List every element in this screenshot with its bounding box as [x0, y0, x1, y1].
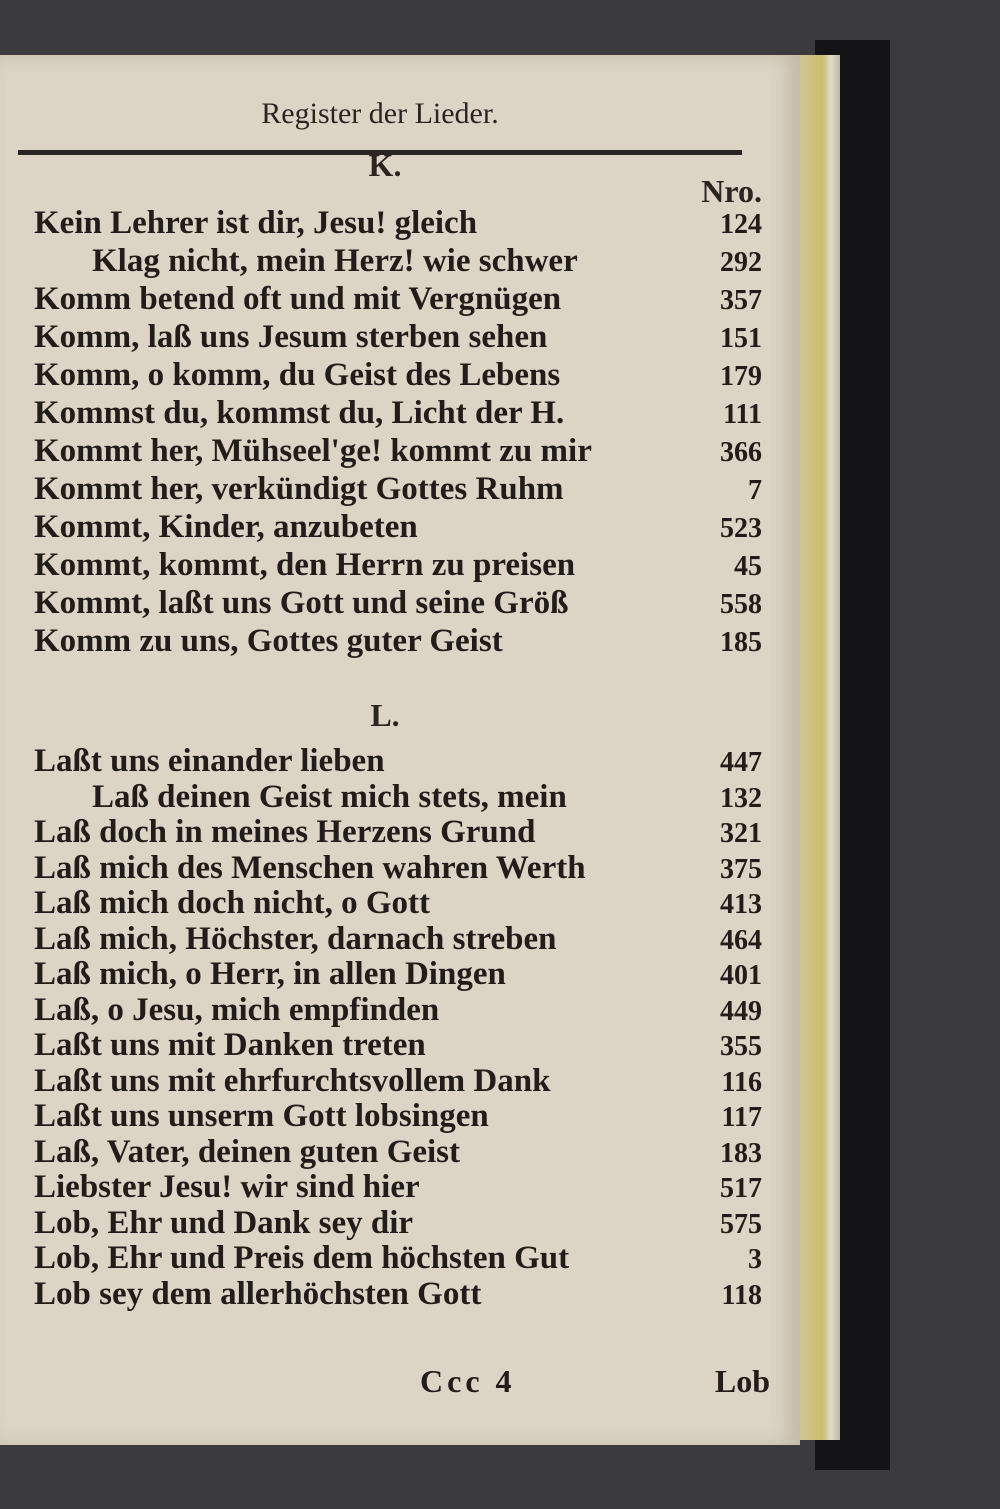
hymn-title: Laß doch in meines Herzens Grund	[34, 814, 536, 850]
list-item	[34, 471, 762, 509]
entry-list-l	[34, 743, 762, 1311]
hymn-title: Kommst du, kommst du, Licht der H.	[34, 395, 565, 431]
list-item	[34, 1134, 762, 1170]
hymn-number: 401	[720, 960, 762, 991]
section-letter-k: K.	[368, 147, 402, 183]
hymn-title: Laßt uns unserm Gott lobsingen	[34, 1098, 489, 1134]
list-item	[34, 850, 762, 886]
hymn-title: Laß, Vater, deinen guten Geist	[34, 1133, 461, 1170]
list-item	[34, 743, 762, 779]
hymn-number: 118	[721, 1279, 762, 1311]
hymn-number: 517	[720, 1173, 762, 1204]
hymn-title: Kommt, Kinder, anzubeten	[34, 509, 418, 545]
list-item	[34, 1063, 762, 1099]
list-item	[34, 885, 762, 921]
list-item	[34, 433, 762, 471]
list-item	[34, 992, 762, 1028]
hymn-title: Laßt uns einander lieben	[34, 743, 385, 779]
hymn-title: Komm, o komm, du Geist des Lebens	[34, 357, 561, 393]
list-item	[34, 956, 762, 992]
list-item	[34, 1205, 762, 1241]
hymn-number: 132	[720, 782, 762, 814]
hymn-number: 151	[720, 323, 762, 354]
hymn-title: Laßt uns mit Danken treten	[34, 1027, 426, 1063]
hymn-number: 116	[721, 1066, 762, 1098]
list-item	[34, 814, 762, 850]
list-item	[34, 205, 762, 243]
entry-list-k	[34, 205, 762, 661]
hymn-title: Kein Lehrer ist dir, Jesu! gleich	[34, 205, 478, 241]
hymn-title: Komm, laß uns Jesum sterben sehen	[34, 319, 548, 355]
hymn-number: 375	[720, 853, 762, 885]
hymn-title: Laß deinen Geist mich stets, mein	[92, 778, 567, 815]
hymn-number: 464	[720, 924, 762, 956]
hymn-number: 117	[721, 1102, 762, 1133]
list-item	[34, 243, 762, 281]
hymn-title: Lob, Ehr und Preis dem höchsten Gut	[34, 1240, 570, 1276]
hymn-number: 357	[720, 285, 762, 316]
hymn-number: 321	[720, 818, 762, 849]
hymn-title: Lob sey dem allerhöchsten Gott	[34, 1275, 482, 1312]
hymn-number: 413	[720, 889, 762, 920]
hymn-title: Liebster Jesu! wir sind hier	[34, 1169, 420, 1205]
catchword: Lob	[714, 1363, 770, 1399]
running-header: Register der Lieder.	[261, 97, 499, 130]
hymn-title: Laß mich des Menschen wahren Werth	[34, 849, 586, 886]
list-item	[34, 623, 762, 661]
hymn-number: 111	[723, 399, 762, 430]
hymn-number: 447	[720, 747, 762, 778]
list-item	[34, 319, 762, 357]
list-item	[34, 357, 762, 395]
hymn-number: 575	[720, 1208, 762, 1240]
list-item	[34, 921, 762, 957]
hymn-number: 185	[720, 627, 762, 658]
hymn-title: Laß mich, Höchster, darnach streben	[34, 920, 557, 957]
book-page	[0, 55, 800, 1445]
hymn-title: Lob, Ehr und Dank sey dir	[34, 1204, 414, 1241]
list-item	[34, 1276, 762, 1312]
list-item	[34, 395, 762, 433]
hymn-title: Komm zu uns, Gottes guter Geist	[34, 623, 503, 659]
hymn-number: 3	[748, 1244, 762, 1275]
hymn-title: Kommt her, Mühseel'ge! kommt zu mir	[34, 433, 592, 469]
hymn-number: 558	[720, 589, 762, 620]
hymn-number: 292	[720, 247, 762, 278]
hymn-number: 7	[748, 475, 762, 506]
list-item	[34, 585, 762, 623]
column-label-nro: Nro.	[701, 173, 762, 209]
hymn-number: 183	[720, 1137, 762, 1169]
list-item	[34, 1027, 762, 1063]
hymn-title: Laßt uns mit ehrfurchtsvollem Dank	[34, 1062, 551, 1099]
hymn-title: Klag nicht, mein Herz! wie schwer	[92, 243, 578, 279]
signature-mark: Ccc 4	[420, 1363, 516, 1399]
hymn-number: 366	[720, 437, 762, 468]
list-item	[34, 1098, 762, 1134]
hymn-title: Kommt her, verkündigt Gottes Ruhm	[34, 471, 564, 507]
list-item	[34, 1240, 762, 1276]
list-item	[34, 547, 762, 585]
hymn-title: Laß mich doch nicht, o Gott	[34, 885, 431, 921]
list-item	[34, 509, 762, 547]
hymn-number: 355	[720, 1031, 762, 1062]
section-letter-l: L.	[370, 697, 400, 733]
hymn-number: 523	[720, 513, 762, 544]
hymn-number: 449	[720, 995, 762, 1027]
hymn-number: 124	[720, 209, 762, 240]
hymn-number: 179	[720, 361, 762, 392]
hymn-title: Kommt, kommt, den Herrn zu preisen	[34, 547, 576, 583]
hymn-title: Laß mich, o Herr, in allen Dingen	[34, 956, 506, 992]
hymn-title: Kommt, laßt uns Gott und seine Größ	[34, 585, 569, 621]
list-item	[34, 281, 762, 319]
hymn-title: Laß, o Jesu, mich empfinden	[34, 991, 440, 1028]
hymn-number: 45	[734, 551, 762, 582]
list-item	[34, 1169, 762, 1205]
list-item	[34, 779, 762, 815]
hymn-title: Komm betend oft und mit Vergnügen	[34, 281, 562, 317]
